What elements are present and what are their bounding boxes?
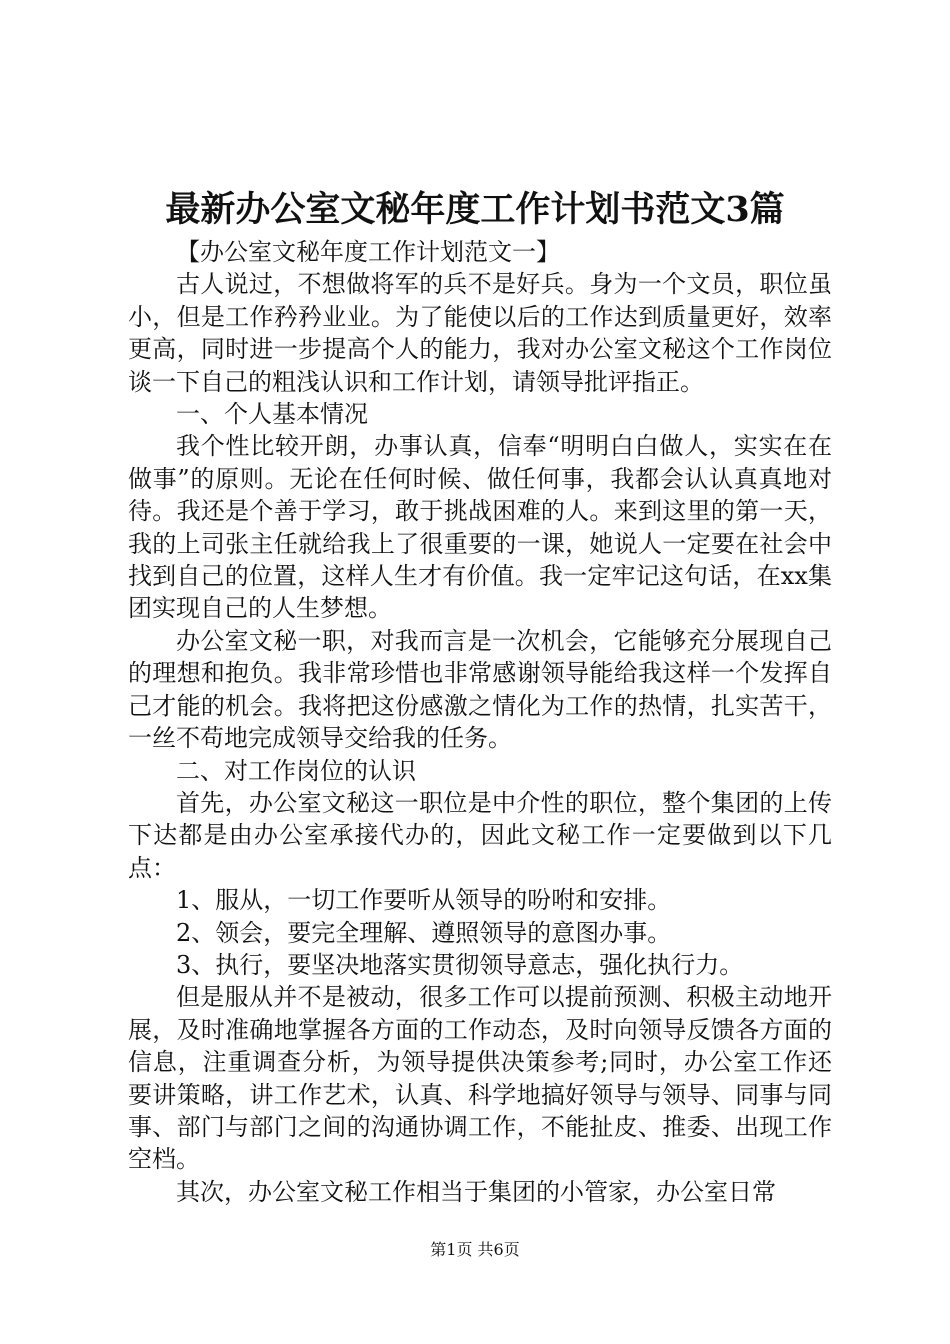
document-title: 最新办公室文秘年度工作计划书范文3篇 (165, 189, 785, 230)
list-item: 1、服从，一切工作要听从领导的吩咐和安排。 (176, 886, 672, 915)
page-footer: 第1页 共6页 (430, 1240, 520, 1259)
list-item: 2、领会，要完全理解、遵照领导的意图办事。 (176, 918, 672, 947)
section-heading: 【办公室文秘年度工作计划范文一】 (176, 238, 560, 266)
paragraph: 古人说过，不想做将军的兵不是好兵。身为一个文员，职位虽小，但是工作矜矜业业。为了能使以后的工作达到质量更好，效率更高，同时进一步提高个人的能力，我对办公室文秘这个工作岗位谈一下自己的粗浅认识和工作计划，请领导批评指正。 (128, 270, 832, 396)
paragraph: 首先，办公室文秘这一职位是中介性的职位，整个集团的上传下达都是由办公室承接代办的，因此文秘工作一定要做到以下几点： (128, 788, 832, 882)
document-body (128, 236, 832, 1208)
paragraph: 办公室文秘一职，对我而言是一次机会，它能够充分展现自己的理想和抱负。我非常珍惜也非常感谢领导能给我这样一个发挥自己才能的机会。我将把这份感激之情化为工作的热情，扎实苦干，一丝不苟地完成领导交给我的任务。 (128, 626, 832, 753)
paragraph: 其次，办公室文秘工作相当于集团的小管家，办公室日常 (176, 1177, 776, 1206)
section-heading: 二、对工作岗位的认识 (176, 756, 416, 785)
section-heading: 一、个人基本情况 (176, 400, 368, 429)
paragraph: 但是服从并不是被动，很多工作可以提前预测、积极主动地开展，及时准确地掌握各方面的工作动态，及时向领导反馈各方面的信息，注重调查分析，为领导提供决策参考;同时，办公室工作还要讲策略，讲工作艺术，认真、科学地搞好领导与领导、同事与同事、部门与部门之间的沟通协调工作，不能扯皮、推委、出现工作空档。 (128, 983, 832, 1174)
paragraph: 我个性比较开朗，办事认真，信奉“明明白白做人，实实在在做事”的原则。无论在任何时候、做任何事，我都会认认真真地对待。我还是个善于学习，敢于挑战困难的人。来到这里的第一天，我的上司张主任就给我上了很重要的一课，她说人一定要在社会中找到自己的位置，这样人生才有价值。我一定牢记这句话，在xx集团实现自己的人生梦想。 (128, 432, 832, 623)
list-item: 3、执行，要坚决地落实贯彻领导意志，强化执行力。 (176, 950, 744, 979)
